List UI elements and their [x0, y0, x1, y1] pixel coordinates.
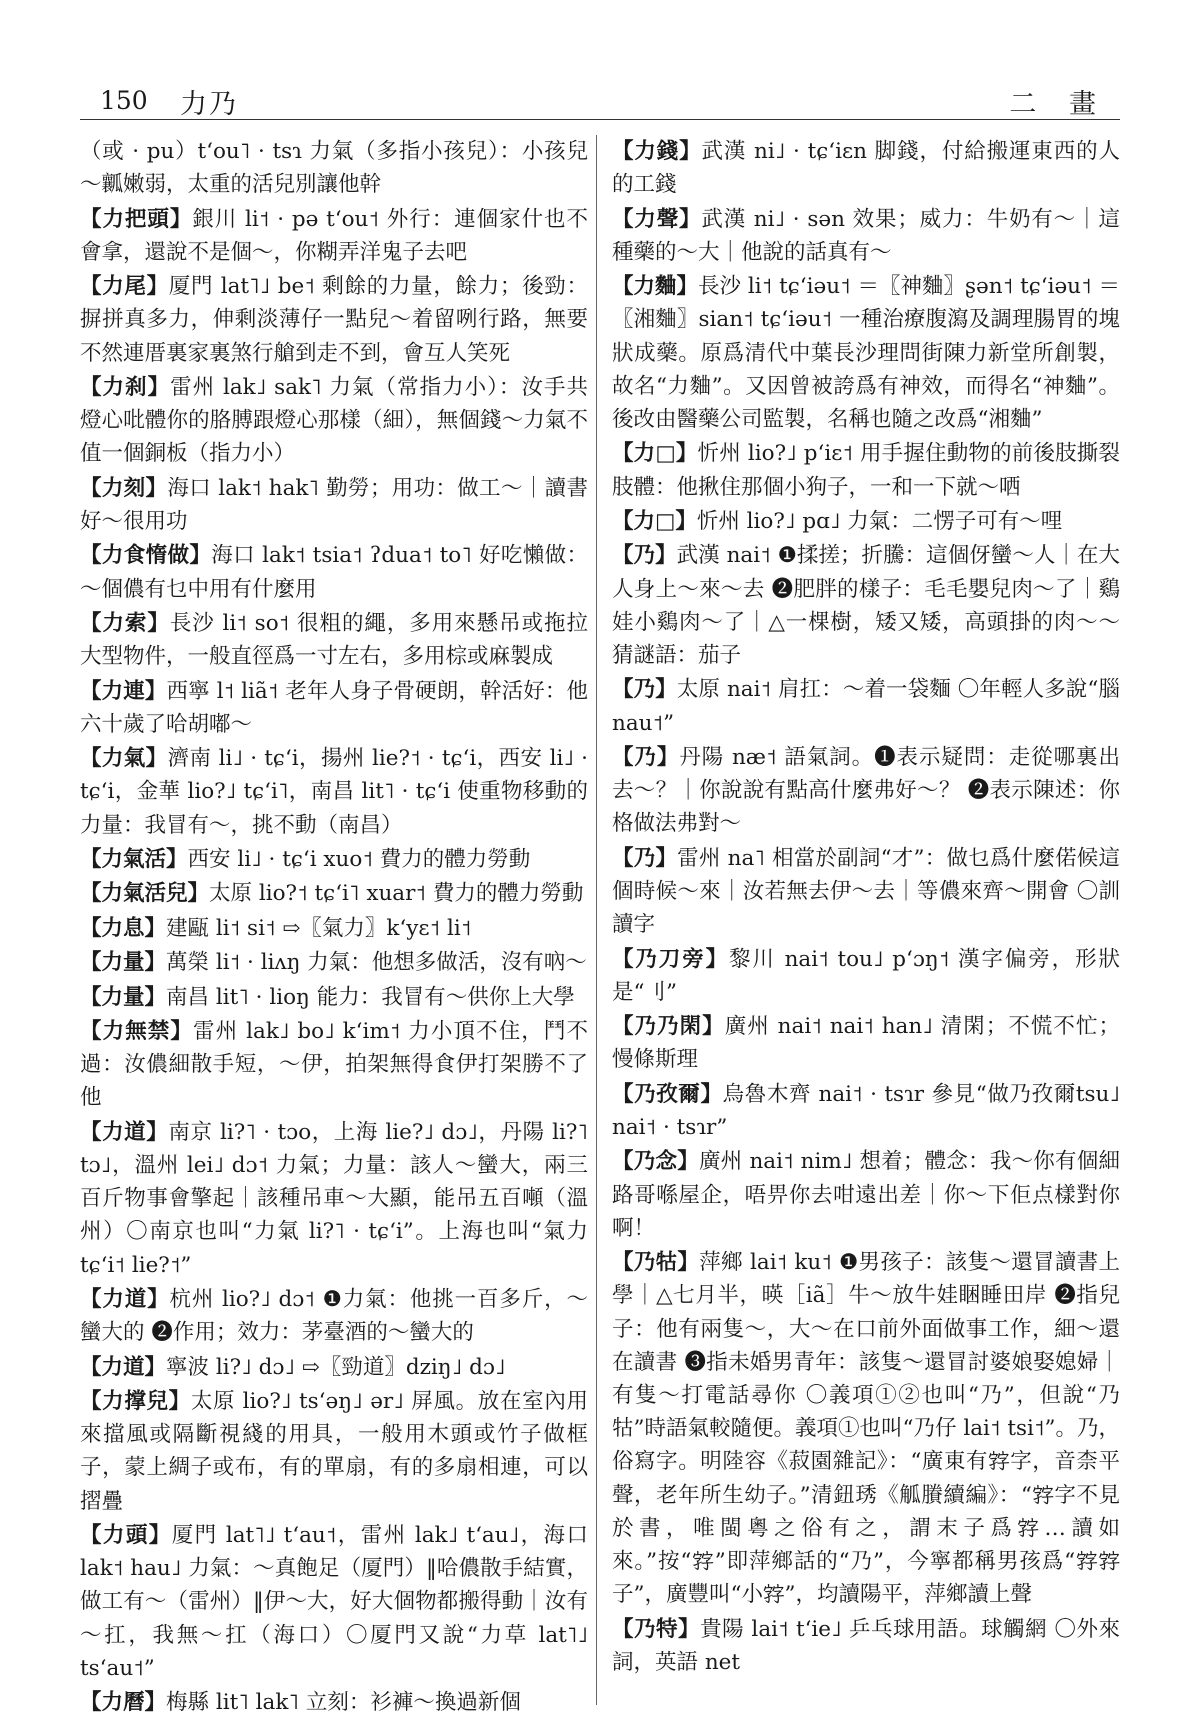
- entry-definition: 西安 li˩ · tɕ‘i xuo˦ 費力的體力勞動: [187, 846, 531, 872]
- entry-headword: 【乃特】: [612, 1616, 701, 1642]
- entry-headword: 【力□】: [612, 508, 697, 534]
- entry-headword: 【力道】: [80, 1354, 167, 1380]
- page-number: 150: [100, 86, 148, 115]
- entry-definition: 長沙 li˦ tɕ‘iəu˦ ＝〖神麯〗ʂən˦ tɕ‘iəu˦ ＝〖湘麯〗sian˦ tɕ‘iəu˦ 一種治療腹瀉及調理腸胃的塊狀成藥。原爲清代中葉長沙理問街陳力新堂所創製，故名“力麯”。又因曾被誇爲有神效，而得名“神麯”。後改由醫藥公司監製，名稱也隨之改爲“湘麯”: [612, 274, 1120, 432]
- dictionary-entry: [612, 1010, 1120, 1076]
- entry-definition: 廣州 nai˦ nim˩ 想着；體念：我～你有個細路哥喺屋企，唔畀你去咁遠出差｜你～下佢点樣對你啊！: [612, 1149, 1120, 1241]
- entry-definition: 長沙 li˦ so˦ 很粗的繩，多用來懸吊或拖拉大型物件，一般直徑爲一寸左右，多用棕或麻製成: [80, 610, 588, 670]
- dictionary-entry: [612, 135, 1120, 201]
- entry-definition: 忻州 lio?˩ p‘iɛ˦ 用手握住動物的前後肢撕裂肢體：他揪住那個小狗子，一和一下就～哂: [612, 441, 1120, 500]
- dictionary-entry: [80, 1519, 588, 1685]
- entry-headword: 【乃刀旁】: [612, 946, 730, 972]
- entry-headword: 【乃念】: [612, 1149, 699, 1175]
- entry-headword: 【乃乃閑】: [612, 1014, 725, 1040]
- entry-headword: 【力量】: [80, 984, 167, 1010]
- entry-definition: 雷州 lak˩ sak˥ 力氣（常指力小）：汝手共燈心吡體你的胳膊跟燈心那樣（細），無個錢～力氣不值一個銅板（指力小）: [80, 374, 588, 467]
- right-column: [612, 135, 1120, 1680]
- entry-definition: 南昌 lit˥ · lioŋ 能力：我冒有～供你上大學: [166, 984, 575, 1010]
- entry-definition: 南京 li?˥ · tɔo，上海 lie?˩ dɔ˩，丹陽 li?˥ tɔ˩，溫州 lei˩ dɔ˦ 力氣；力量：該人～蠻大，兩三百斤物事會擎起｜該種吊車～大顯，能吊五百噸（溫州）〇南京也叫“力氣 li?˥ · tɕ‘i”。上海也叫“氣力 tɕ‘i˦ lie?˦”: [80, 1119, 588, 1278]
- dictionary-entry: [612, 842, 1120, 942]
- entry-definition: 建甌 li˦ si˦ ⇨〖氣力〗k‘yɛ˦ li˦: [166, 915, 472, 941]
- entry-headword: 【力錢】: [612, 139, 702, 164]
- dictionary-entry: [612, 1613, 1120, 1679]
- entry-definition: 黎川 nai˦ tou˩ p‘ɔŋ˦ 漢字偏旁，形狀是“刂”: [612, 946, 1120, 1005]
- dictionary-entry: [80, 981, 588, 1014]
- entry-headword: 【乃】: [612, 543, 677, 569]
- entry-definition: 寧波 li?˩ dɔ˩ ⇨〖勁道〗dziŋ˩ dɔ˩: [166, 1354, 506, 1380]
- entry-definition: 萍鄉 lai˦ ku˦ ❶男孩子：該隻～還冒讀書上學｜△七月半，暎［iã］牛～放牛娃睏睡田岸 ❷指兒子：他有兩隻～，大～在口前外面做事工作，細～還在讀書 ❸指未婚男青年：該隻～還冒討婆娘娶媳婦｜有隻～打電話尋你 〇義項①②也叫“乃”，但說“乃牯”時語氣較隨便。義項①也叫“乃仔 lai˦ tsi˦”。乃，俗寫字。明陸容《菽園雜記》：“廣東有𡦂字，音柰平聲，老年所生幼子。”清鈕琇《觚賸續編》：“𡦂字不見於書，唯閩粵之俗有之，謂末子爲𡦂…讀如來。”按“𡦂”即萍鄉話的“乃”，今寧都稱男孩爲“𡦂𡦂子”，廣豐叫“小𡦂”，均讀陽平，萍鄉讀上聲: [612, 1250, 1120, 1608]
- entry-headword: 【力聲】: [612, 206, 702, 232]
- entry-definition: 太原 lio?˦ tɕ‘i˥ xuar˦ 費力的體力勞動: [209, 881, 584, 907]
- dictionary-entry: [80, 1385, 588, 1518]
- entry-headword: 【乃孜爾】: [612, 1081, 723, 1107]
- dictionary-entry: [612, 741, 1120, 841]
- dictionary-entry: [80, 843, 588, 876]
- entry-definition: 厦門 lat˥˩ t‘au˦，雷州 lak˩ t‘au˩，海口 lak˦ hau˩ 力氣：～真飽足（厦門）‖哈儂散手結實，做工有～（雷州）‖伊～大，好大個物都搬得動｜汝有～扛，我無～扛（海口）〇厦門又說“力草 lat˥˩ ts‘au˦”: [80, 1522, 588, 1681]
- dictionary-entry: [80, 946, 588, 979]
- entry-definition: 廣州 nai˦ nai˦ han˩ 清閑；不慌不忙；慢條斯理: [612, 1014, 1120, 1073]
- entry-definition: 貴陽 lai˦ t‘ie˩ 乒乓球用語。球觸網 〇外來詞，英語 net: [612, 1616, 1120, 1675]
- dictionary-entry: [612, 270, 1120, 436]
- dictionary-entry: [612, 539, 1120, 672]
- entry-definition: 雷州 na˥ 相當於副詞“才”：做乜爲什麼偌候這個時候～來｜汝若無去伊～去｜等儂來齊～開會 〇訓讀字: [612, 845, 1120, 938]
- entry-definition: 厦門 lat˥˩ be˦ 剩餘的力量，餘力；後勁：摒拼真多力，伸剩淡薄仔一點兒～着留咧行路，無要不然連厝裏家裏煞行艙到走不到，會互人笑死: [80, 274, 588, 366]
- dictionary-entry: [80, 742, 588, 842]
- entry-definition: 太原 lio?˩ ts‘əŋ˩ ər˩ 屏風。放在室內用來擋風或隔斷視綫的用具，一般用木頭或竹子做框子，蒙上綢子或布，有的單扇，有的多扇相連，可以摺疊: [80, 1388, 588, 1514]
- entry-definition: 萬榮 li˦ · liʌŋ 力氣：他想多做活，沒有吶～: [166, 950, 587, 976]
- dictionary-entry: [612, 673, 1120, 739]
- entry-definition: 海口 lak˦ tsia˦ ʔdua˦ to˥ 好吃懶做：～個儂有乜中用有什麼用: [80, 543, 588, 602]
- entry-headword: 【力息】: [80, 915, 167, 941]
- entry-headword: 【力連】: [80, 678, 167, 704]
- section-label: 二 畫: [1009, 89, 1108, 120]
- header-rule: [80, 119, 1120, 120]
- dictionary-entry: [80, 539, 588, 605]
- entry-headword: 【力食惰做】: [80, 543, 212, 569]
- entry-definition: 梅縣 lit˥ lak˥ 立刻：衫褲～換過新個: [166, 1690, 521, 1716]
- entry-headword: 【力氣活】: [80, 846, 188, 872]
- page-header: [80, 70, 1120, 120]
- entry-definition: 海口 lak˦ hak˥ 勤勞；用功：做工～｜讀書好～很用功: [80, 475, 588, 534]
- entry-headword: 【力□】: [612, 441, 698, 467]
- entry-headword: 【力曆】: [80, 1690, 167, 1716]
- dictionary-entry: [80, 675, 588, 741]
- entry-headword: 【乃】: [612, 677, 677, 703]
- entry-definition: 忻州 lio?˩ pɑ˩ 力氣：二愣子可有～哩: [696, 508, 1063, 534]
- entry-definition: 武漢 ni˩ · tɕ‘iɛn 脚錢，付給搬運東西的人的工錢: [612, 139, 1120, 198]
- dictionary-entry: [80, 1116, 588, 1282]
- dictionary-entry: [80, 1351, 588, 1384]
- column-divider: [596, 135, 597, 1705]
- dictionary-entry: [612, 1246, 1120, 1611]
- entry-definition: （或 · pu）t‘ou˥ · tsɿ 力氣（多指小孩兒）：小孩兒～瓤嫩弱，太重的活兒別讓他幹: [80, 139, 588, 198]
- dictionary-entry: [80, 1015, 588, 1115]
- dictionary-entry: [612, 203, 1120, 269]
- entry-headword: 【力道】: [80, 1119, 169, 1145]
- entry-headword: 【力刹】: [80, 374, 171, 400]
- left-column: [80, 135, 588, 1720]
- entry-headword: 【乃】: [612, 845, 678, 871]
- entry-definition: 太原 nai˦ 肩扛：～着一袋麵 〇年輕人多說“腦nau˦”: [612, 677, 1120, 736]
- entry-headword: 【力麯】: [612, 274, 699, 300]
- dictionary-entry: [612, 505, 1120, 538]
- entry-definition: 杭州 lio?˩ dɔ˦ ❶力氣：他挑一百多斤，～蠻大的 ❷作用；效力：茅臺酒的～蠻大的: [80, 1286, 588, 1346]
- entry-headword: 【力刻】: [80, 475, 168, 501]
- dictionary-entry: [80, 607, 588, 673]
- dictionary-entry: [80, 877, 588, 910]
- entry-definition: 西寧 l˦ liã˦ 老年人身子骨硬朗，幹活好：他六十歲了哈胡嘟～: [80, 678, 588, 737]
- dictionary-entry: [80, 203, 588, 269]
- entry-headword: 【乃】: [612, 744, 680, 770]
- dictionary-entry: [80, 912, 588, 945]
- entry-definition: 武漢 nai˦ ❶揉搓；折騰：這個伢蠻～人｜在大人身上～來～去 ❷肥胖的樣子：毛毛嬰兒肉～了｜鷄娃小鷄肉～了｜△一棵樹，矮又矮，高頭掛的肉～～猜謎語：茄子: [612, 543, 1120, 668]
- entry-definition: 濟南 li˩ · tɕ‘i，揚州 lie?˦ · tɕ‘i，西安 li˩ · tɕ‘i，金華 lio?˩ tɕ‘i˥，南昌 lit˥ · tɕ‘i 使重物移動的力量：我冒有～，挑不動（南昌）: [80, 746, 588, 838]
- entry-headword: 【力尾】: [80, 274, 169, 300]
- entry-headword: 【力頭】: [80, 1522, 172, 1548]
- entry-headword: 【力道】: [80, 1286, 170, 1312]
- dictionary-entry: [612, 1145, 1120, 1245]
- entry-headword: 【力氣】: [80, 746, 168, 772]
- dictionary-entry: [612, 943, 1120, 1009]
- entry-headword: 【乃牯】: [612, 1250, 700, 1276]
- dictionary-entry: [80, 1283, 588, 1349]
- dictionary-entry: [80, 135, 588, 201]
- dictionary-entry: [612, 1078, 1120, 1144]
- dictionary-entry: [612, 437, 1120, 503]
- entry-definition: 武漢 ni˩ · sən 效果；威力：牛奶有～｜這種藥的～大｜他說的話真有～: [612, 206, 1120, 265]
- dictionary-entry: [80, 472, 588, 538]
- entry-headword: 【力撑兒】: [80, 1388, 191, 1414]
- running-head: 力乃: [180, 89, 238, 120]
- dictionary-entry: [80, 270, 588, 370]
- entry-headword: 【力無禁】: [80, 1018, 193, 1044]
- entry-definition: 銀川 li˦ · pə t‘ou˦ 外行：連個家什也不會拿，還說不是個～，你糊弄洋鬼子去吧: [80, 206, 588, 265]
- entry-definition: 丹陽 næ˦ 語氣詞。❶表示疑問：走從哪裏出去～？｜你說說有點高什麼弗好～？ ❷表示陳述：你格做法弗對～: [612, 744, 1120, 837]
- entry-definition: 烏魯木齊 nai˦ · tsɿr 參見“做乃孜爾tsu˩ nai˦ · tsɿr”: [612, 1081, 1120, 1140]
- dictionary-entry: [80, 1686, 588, 1719]
- entry-headword: 【力量】: [80, 950, 167, 976]
- entry-definition: 雷州 lak˩ bo˩ k‘im˦ 力小頂不住，鬥不過：汝儂細散手短，～伊，拍架無得食伊打架勝不了他: [80, 1018, 588, 1111]
- entry-headword: 【力索】: [80, 610, 170, 636]
- entry-headword: 【力把頭】: [80, 206, 193, 232]
- dictionary-entry: [80, 371, 588, 471]
- entry-headword: 【力氣活兒】: [80, 881, 210, 907]
